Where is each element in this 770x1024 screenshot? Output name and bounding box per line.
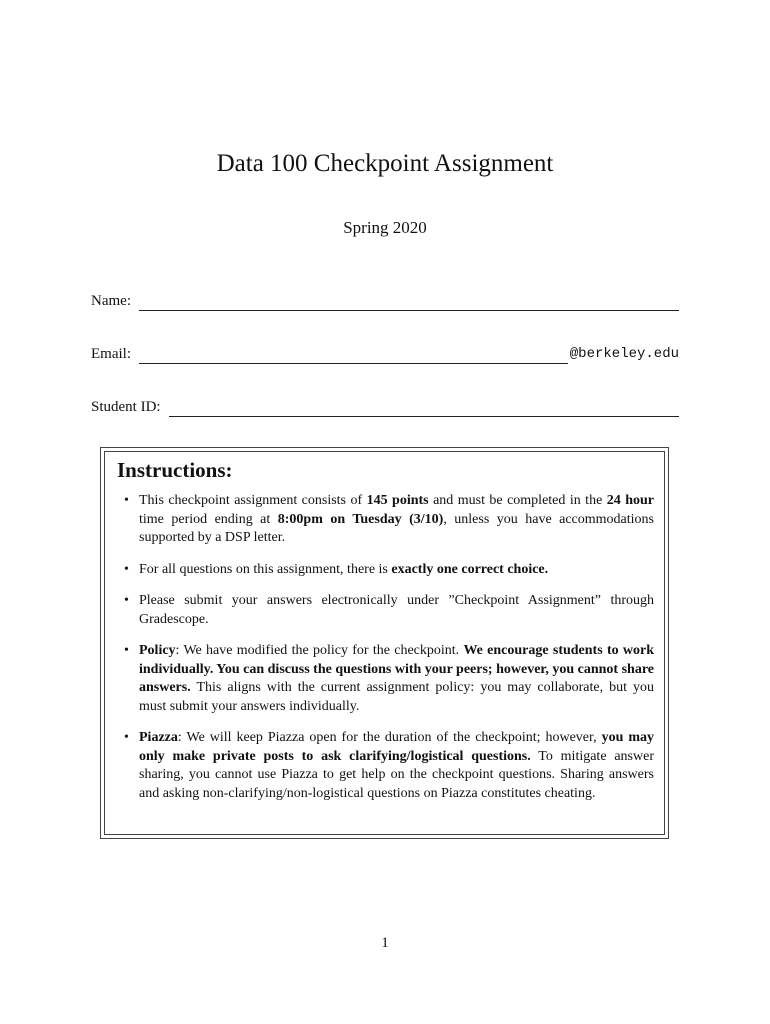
item1-points: 145 points (366, 493, 429, 508)
name-blank-line[interactable] (139, 296, 679, 311)
page-number: 1 (381, 935, 389, 951)
item2-emphasis: exactly one correct choice. (391, 561, 549, 577)
instruction-item-submit (139, 592, 654, 629)
item5-text-a: : We will keep Piazza open for the duration of the checkpoint; however, (177, 730, 602, 745)
item4-text-a: : We have modified the policy for the checkpoint. (175, 643, 464, 658)
name-label: Name: (91, 293, 131, 309)
item5-text-b: To mitigate answer sharing, you cannot use Piazza to get help on the checkpoint questions. Sharing answers and asking non-clarifying/non-logistical questions on Piazza constitutes cheating. (139, 748, 654, 801)
instructions-box (100, 447, 669, 839)
page-title: Data 100 Checkpoint Assignment (216, 150, 554, 177)
item4-emphasis: We encourage students to work individually. You can discuss the questions with your peers; however, you cannot share answers. (139, 643, 654, 695)
instruction-item-one-choice (139, 561, 654, 580)
email-blank-line[interactable] (139, 349, 568, 364)
item5-emphasis: you may only make private posts to ask clarifying/logistical questions. (139, 730, 654, 764)
item1-deadline: 8:00pm on Tuesday (3/10) (277, 511, 444, 527)
instructions-inner-frame (104, 451, 665, 835)
student-id-label: Student ID: (91, 399, 161, 415)
item4-policy-label: Policy (139, 643, 176, 658)
email-field (91, 344, 679, 364)
instruction-item-points (139, 492, 654, 548)
term-subtitle: Spring 2020 (343, 218, 427, 237)
email-domain-suffix: @berkeley.edu (569, 346, 679, 362)
instruction-item-piazza (139, 729, 654, 803)
item1-text-b: and must be completed in the (428, 493, 607, 508)
item2-text-a: For all questions on this assignment, there is (139, 561, 392, 577)
item1-duration: 24 hour (606, 493, 654, 508)
email-label: Email: (91, 346, 131, 362)
item5-piazza-label: Piazza (139, 730, 178, 745)
item1-text-a: This checkpoint assignment consists of (139, 493, 367, 508)
item1-text-d: , unless you have accommodations supported by a DSP letter. (139, 511, 654, 545)
item3-text: Please submit your answers electronically under ”Checkpoint Assignment” through Gradescope. (139, 593, 654, 627)
item1-text-c: time period ending at (139, 511, 278, 527)
instructions-heading: Instructions: (117, 458, 233, 482)
item4-text-b: This aligns with the current assignment policy: you may collaborate, but you must submit your answers individually. (139, 680, 654, 714)
student-id-blank-line[interactable] (169, 402, 679, 417)
name-field (91, 291, 679, 311)
student-id-field (91, 397, 679, 417)
instructions-list (117, 492, 654, 803)
instruction-item-policy (139, 642, 654, 716)
